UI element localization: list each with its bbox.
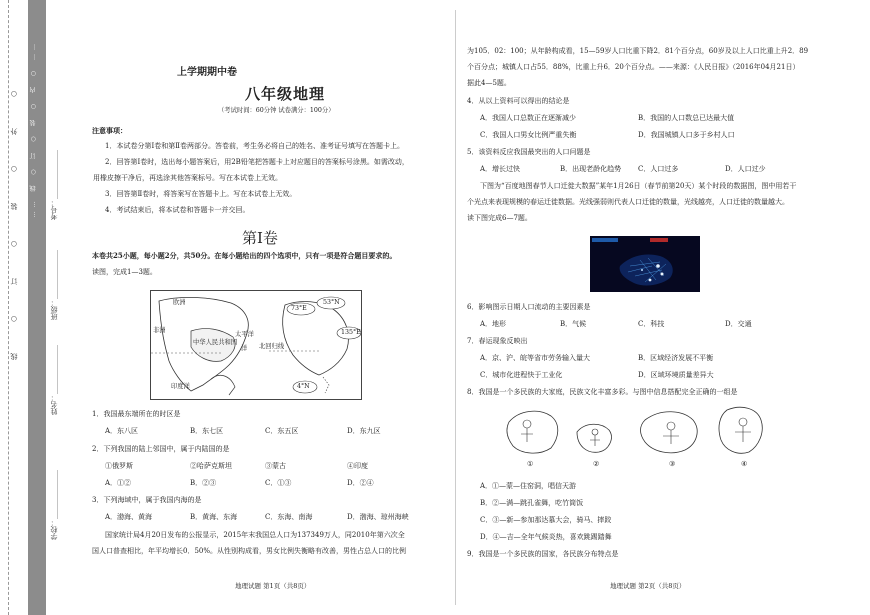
q3-opt-b[interactable]: B．黄海、东海 (190, 513, 238, 521)
header: 上学期期中卷 (177, 67, 237, 78)
migration-map-image (590, 236, 700, 292)
q6-opt-b[interactable]: B．气候 (560, 320, 587, 328)
q2-item-4: ④印度 (347, 462, 368, 470)
q2-opt-b[interactable]: B．②③ (190, 479, 217, 487)
q1: 1．我国最东端所在的时区是 (92, 410, 181, 418)
q6: 6．影响图示日期人口流动的主要因素是 (467, 303, 591, 311)
passage-cont-1: 为105．02：100；从年龄构成看，15—59岁人口比重下降2．81个百分点，60岁及以上人口比重上升2．89 (467, 47, 809, 55)
map-label-135e: 135°E (341, 329, 361, 336)
map-label-53n: 53°N (323, 299, 340, 306)
q5-opt-a[interactable]: A．增长过快 (480, 165, 521, 173)
binding-margin (0, 0, 70, 615)
map-label-4n: 4°N (297, 383, 310, 390)
passage-line-1: 国家统计局4月20日发布的公报显示，2015年末我国总人口为137349万人，同2010年第六次全 (105, 531, 405, 539)
ethnic-figures-drawing (505, 402, 785, 464)
page-2-footer: 地理试题 第2页（共8页） (610, 582, 686, 590)
passage-cont-2: 个百分点；城镇人口占55．88%，比重上升6．20个百分点。——来源：《人民日报》（2016年04月21日） (467, 63, 800, 71)
read-map: 读图，完成1—3题。 (92, 268, 157, 276)
q5-opt-d[interactable]: D．人口过少 (725, 165, 766, 173)
name-label: 姓名：______________ (50, 345, 58, 415)
q1-opt-b[interactable]: B．东七区 (190, 427, 224, 435)
passage-line-2: 国人口普查相比，年平均增长0．50%。从性别构成看，男女比例失衡略有改善，男性占总人口的比例 (92, 547, 407, 555)
inner-marks: …… 线 ○ 订 ○ 装 ○ 内 ○ …… (30, 40, 37, 218)
q7-opt-d[interactable]: D．区域环境质量差异大 (638, 371, 714, 379)
q7-opt-b[interactable]: B．区域经济发展不平衡 (638, 354, 714, 362)
outer-marks: 线○订○装○外○ (10, 60, 18, 360)
intro6-line-3: 读下图完成6—7题。 (467, 214, 532, 222)
q2-item-1: ①俄罗斯 (105, 462, 133, 470)
q1-opt-d[interactable]: D．东九区 (347, 427, 381, 435)
q7-opt-a[interactable]: A．京、沪、皖等省市劳务输入量大 (480, 354, 591, 362)
q3-opt-d[interactable]: D．渤海、琼州海峡 (347, 513, 409, 521)
q5: 5．该资料反应我国最突出的人口问题是 (467, 148, 591, 156)
q8-opt-b[interactable]: B．②—满—跳孔雀舞，吃竹筒饭 (480, 499, 584, 507)
q4-opt-b[interactable]: B．我国的人口数总已达最大值 (638, 114, 735, 122)
q5-opt-b[interactable]: B．出现老龄化趋势 (560, 165, 622, 173)
q6-opt-a[interactable]: A．地形 (480, 320, 507, 328)
class-label: 班级：______________ (50, 250, 58, 320)
id-label: 考号：______________ (50, 150, 58, 220)
ethnic-figures (505, 402, 785, 474)
map-label-indian-ocean: 印度洋 (171, 383, 190, 390)
q8-opt-d[interactable]: D．④—吉—全年气候炎热，喜欢跳踢踏舞 (480, 533, 612, 541)
exam-info: （考试时间：60分钟 试卷满分：100分） (218, 107, 335, 114)
q9: 9．我国是一个多民族的国家，各民族分布特点是 (467, 550, 619, 558)
cut-line (8, 0, 9, 615)
q4-opt-d[interactable]: D．我国城镇人口多于乡村人口 (638, 131, 735, 139)
page-title: 八年级地理 (245, 85, 326, 103)
note-2: 2．回答第Ⅰ卷时，选出每小题答案后，用2B铅笔把答题卡上对应题目的答案标号涂黑。如需改动， (105, 158, 409, 166)
page-1-footer: 地理试题 第1页（共8页） (235, 582, 311, 590)
q6-opt-c[interactable]: C．科技 (638, 320, 665, 328)
q2-item-2: ②哈萨克斯坦 (190, 462, 232, 470)
school-label: 学校：______________ (50, 470, 58, 540)
q8-opt-a[interactable]: A．①—蒙—住窑洞，唱信天游 (480, 482, 577, 490)
intro6-line-1: 下图为“百度地图春节人口迁徙大数据”某年1月26日（春节前第20天）某个时段的数据图，图中用若干 (480, 182, 797, 190)
q3: 3．下列海域中，属于我国内海的是 (92, 496, 202, 504)
china-map (150, 290, 362, 400)
map-label-pacific: 太平洋 (235, 331, 254, 338)
map-label-ocean: 洋 (241, 345, 248, 352)
q1-opt-a[interactable]: A．东八区 (105, 427, 139, 435)
q4: 4．从以上资料可以得出的结论是 (467, 97, 570, 105)
q2-item-3: ③蒙古 (265, 462, 286, 470)
fig-label-2: ② (593, 460, 600, 468)
q5-opt-c[interactable]: C．人口过多 (638, 165, 679, 173)
map-label-europe: 欧洲 (173, 299, 186, 306)
q7: 7．春运现象反映出 (467, 337, 528, 345)
map-label-africa: 非洲 (153, 327, 166, 334)
q8: 8．我国是一个多民族的大家庭，民族文化丰富多彩。与图中信息搭配完全正确的一组是 (467, 388, 738, 396)
q8-opt-c[interactable]: C．③—新—参加那达慕大会，骑马、摔跤 (480, 516, 612, 524)
note-3: 3．回答第Ⅱ卷时，将答案写在答题卡上。写在本试卷上无效。 (105, 190, 297, 198)
fig-label-4: ④ (741, 460, 748, 468)
intro6-line-2: 个光点来表现规模的春运迁徙数据。光线强弱则代表人口迁徙的数量，光线越亮，人口迁徙的数量越大。 (467, 198, 789, 206)
night-lights-drawing (590, 236, 700, 292)
q6-opt-d[interactable]: D．交通 (725, 320, 752, 328)
q2-opt-d[interactable]: D．②④ (347, 479, 374, 487)
section-title: 第Ⅰ卷 (242, 229, 278, 247)
notes-title: 注意事项： (92, 126, 127, 135)
note-2-cont: 用橡皮擦干净后，再选涂其他答案标号。写在本试卷上无效。 (93, 174, 282, 182)
note-1: 1．本试卷分第Ⅰ卷和第Ⅱ卷两部分。答卷前，考生务必将自己的姓名、准考证号填写在答题卡上。 (105, 142, 404, 150)
q4-opt-a[interactable]: A．我国人口总数正在逐渐减少 (480, 114, 577, 122)
q1-opt-c[interactable]: C．东五区 (265, 427, 299, 435)
map-label-tropic: 北回归线 (259, 343, 285, 350)
map-label-china: 中华人民共和国 (193, 339, 238, 346)
passage-cont-3: 据此4—5题。 (467, 79, 511, 87)
q2-opt-c[interactable]: C．①③ (265, 479, 292, 487)
q4-opt-c[interactable]: C．我国人口男女比例严重失衡 (480, 131, 577, 139)
q2-opt-a[interactable]: A．①② (105, 479, 132, 487)
q2: 2．下列我国的陆上邻国中，属于内陆国的是 (92, 445, 230, 453)
note-4: 4．考试结束后，将本试卷和答题卡一并交回。 (105, 206, 250, 214)
fig-label-1: ① (527, 460, 534, 468)
map-label-73e: 73°E (291, 305, 307, 312)
fig-label-3: ③ (669, 460, 676, 468)
q7-opt-c[interactable]: C．城市化进程快于工业化 (480, 371, 563, 379)
q3-opt-c[interactable]: C．东海、南海 (265, 513, 313, 521)
q3-opt-a[interactable]: A．渤海、黄海 (105, 513, 153, 521)
section-intro: 本卷共25小题，每小题2分，共50分。在每小题给出的四个选项中，只有一项是符合题目要求的。 (92, 251, 397, 260)
column-divider (455, 10, 456, 605)
